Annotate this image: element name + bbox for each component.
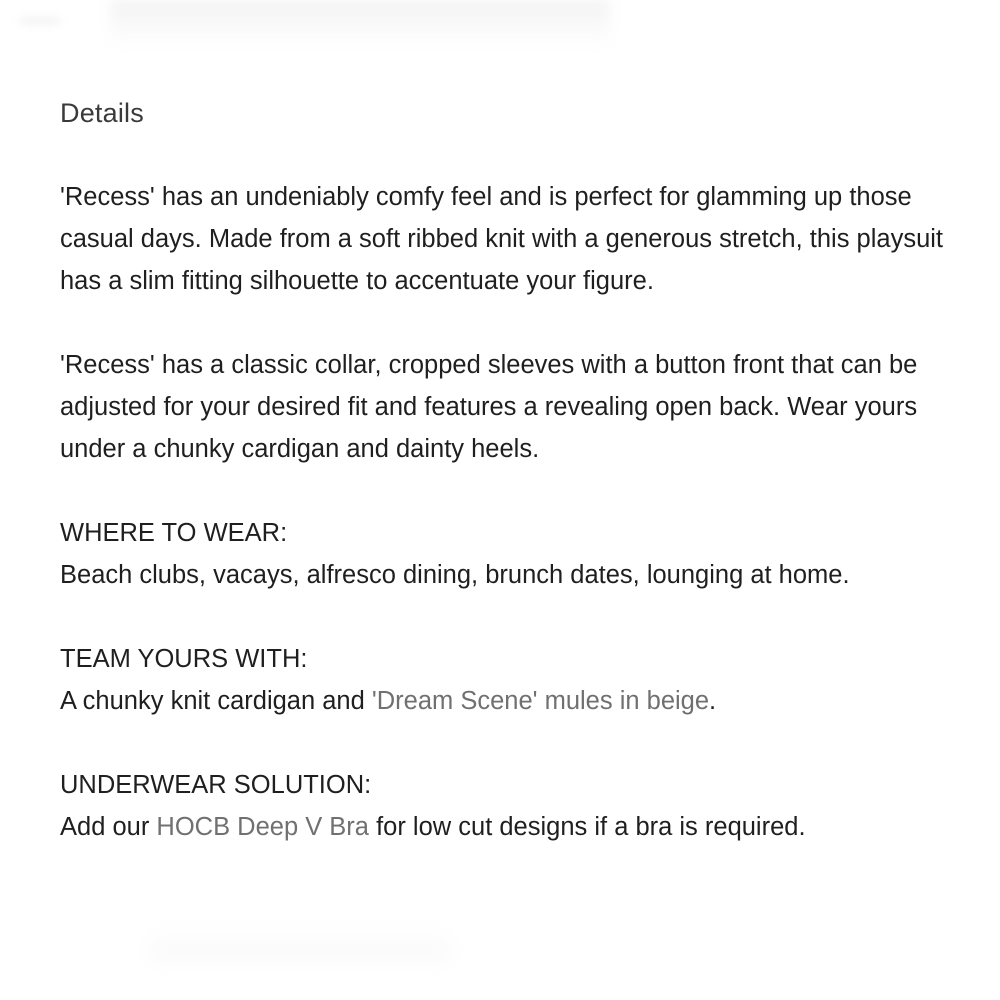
- details-heading: Details: [60, 98, 144, 128]
- dream-scene-mules-link[interactable]: 'Dream Scene' mules in beige: [371, 687, 710, 715]
- where-to-wear-label: WHERE TO WEAR:: [60, 519, 288, 547]
- underwear-solution-block: [60, 764, 960, 848]
- underwear-solution-text-before: Add our: [60, 813, 157, 841]
- team-yours-with-block: [60, 638, 960, 722]
- where-to-wear-block: [60, 512, 960, 596]
- underwear-solution-label: UNDERWEAR SOLUTION:: [60, 771, 372, 799]
- faded-header-fragment-left: [20, 18, 60, 24]
- description-paragraph-1: 'Recess' has an undeniably comfy feel and is perfect for glamming up those casual days. Made from a soft ribbed knit with a generous stretch, this playsuit has a slim fitting silhouette to accentuate your figure.: [60, 183, 944, 295]
- underwear-solution-text-after: for low cut designs if a bra is required.: [369, 813, 806, 841]
- hocb-deep-v-bra-link[interactable]: HOCB Deep V Bra: [156, 813, 369, 841]
- team-yours-with-label: TEAM YOURS WITH:: [60, 645, 308, 673]
- product-details-section: [60, 92, 960, 890]
- description-paragraph-2: 'Recess' has a classic collar, cropped sleeves with a button front that can be adjusted for your desired fit and features a revealing open back. Wear yours under a chunky cardigan and dainty heels.: [60, 351, 918, 463]
- team-yours-with-text-before: A chunky knit cardigan and: [60, 687, 372, 715]
- where-to-wear-text: Beach clubs, vacays, alfresco dining, brunch dates, lounging at home.: [60, 561, 850, 589]
- faded-footer-fragment: [150, 930, 450, 960]
- team-yours-with-text-after: .: [709, 687, 717, 715]
- faded-header-fragment: [110, 0, 610, 48]
